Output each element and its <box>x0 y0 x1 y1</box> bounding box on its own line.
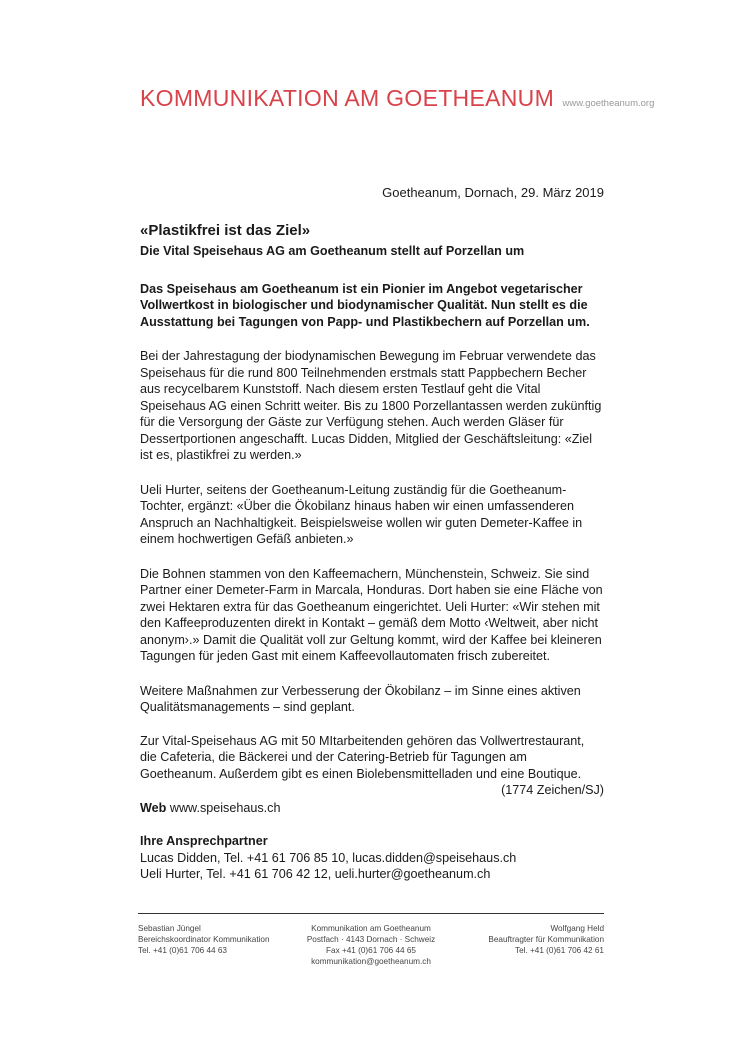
dateline: Goetheanum, Dornach, 29. März 2019 <box>382 185 604 200</box>
paragraph-1: Bei der Jahrestagung der biodynamischen Bewegung im Februar verwendete das Speisehaus für die rund 800 Teilnehmenden erstmals statt Pappbechern Becher aus recycelbarem Kunststoff. Nach diesem ersten Testlauf geht die Vital Speisehaus AG einen Schritt weiter. Bis zu 1800 Porzellantassen werden zukünftig für die Versorgung der Gäste zur Verfügung stehen. Auch werden Gläser für Dessertportionen angeschafft. Lucas Didden, Mitglied der Geschäftsleitung: «Ziel ist es, plastikfrei zu werden.» <box>140 349 602 462</box>
footer-center-address: Postfach · 4143 Dornach · Schweiz <box>306 935 436 944</box>
footer-center-fax: Fax +41 (0)61 706 44 65 <box>326 946 416 955</box>
article-title: «Plastikfrei ist das Ziel» <box>140 222 311 239</box>
paragraph-4: Weitere Maßnahmen zur Verbesserung der Ökobilanz – im Sinne eines aktiven Qualitätsmanagements – sind geplant. <box>140 683 581 714</box>
footer-center-email[interactable]: kommunikation@goetheanum.ch <box>311 957 431 966</box>
page-footer <box>138 913 604 966</box>
contact-line: Ueli Hurter, Tel. +41 61 706 42 12, ueli.hurter@goetheanum.ch <box>140 867 491 881</box>
letterhead <box>140 85 654 112</box>
contacts-block <box>140 833 604 883</box>
footer-left-role: Bereichskoordinator Kommunikation <box>138 935 270 944</box>
character-count: (1774 Zeichen/SJ) <box>501 783 604 797</box>
footer-right-role: Beauftragter für Kommunikation <box>488 935 604 944</box>
brand-url[interactable]: www.goetheanum.org <box>562 98 655 109</box>
footer-right-name: Wolfgang Held <box>550 924 604 933</box>
footer-right-phone: Tel. +41 (0)61 706 42 61 <box>515 946 604 955</box>
web-line <box>140 800 604 817</box>
paragraph-3: Die Bohnen stammen von den Kaffeemachern, Münchenstein, Schweiz. Sie sind Partner einer Demeter-Farm in Marcala, Honduras. Dort haben sie eine Fläche von zwei Hektaren extra für das Goetheanum eingerichtet. Ueli Hurter: «Wir stehen mit den Kaffeeproduzenten direkt in Kontakt – gemäß dem Motto ‹Weltweit, aber nicht anonym›.» Damit die Qualität voll zur Geltung kommt, wird der Kaffee bei kleineren Tagungen für jeden Gast mit einem Kaffeevollautomaten frisch zubereitet. <box>140 566 603 663</box>
brand-name: KOMMUNIKATION AM GOETHEANUM <box>140 85 555 111</box>
web-link[interactable]: www.speisehaus.ch <box>169 800 281 815</box>
footer-left-name: Sebastian Jüngel <box>138 924 201 933</box>
web-label: Web <box>140 800 167 815</box>
contacts-heading: Ihre Ansprechpartner <box>140 834 268 848</box>
lead-paragraph: Das Speisehaus am Goetheanum ist ein Pionier im Angebot vegetarischer Vollwertkost in biologischer und biodynamischer Qualität. Nun stellt es die Ausstattung bei Tagungen von Papp- und Plastikbechern auf Porzellan um. <box>140 281 590 329</box>
paragraph-5: Zur Vital-Speisehaus AG mit 50 MItarbeitenden gehören das Vollwertrestaurant, die Cafeteria, die Bäckerei und der Catering-Betrieb für Tagungen am Goetheanum. Außerdem gibt es einen Biolebensmittelladen und eine Boutique. <box>140 733 585 781</box>
contact-line: Lucas Didden, Tel. +41 61 706 85 10, lucas.didden@speisehaus.ch <box>140 850 517 865</box>
article-body <box>140 221 604 883</box>
footer-center-org: Kommunikation am Goetheanum <box>311 924 431 933</box>
footer-left-phone: Tel. +41 (0)61 706 44 63 <box>138 946 227 955</box>
article-subtitle: Die Vital Speisehaus AG am Goetheanum stellt auf Porzellan um <box>140 244 525 258</box>
paragraph-2: Ueli Hurter, seitens der Goetheanum-Leitung zuständig für die Goetheanum-Tochter, ergänzt: «Über die Ökobilanz hinaus haben wir einen umfassenderen Anspruch an Nachhaltigkeit. Beispielsweise wollen wir guten Demeter-Kaffee in einem hochwertigen Gefäß anbieten.» <box>140 482 583 546</box>
footer-right <box>488 923 604 956</box>
